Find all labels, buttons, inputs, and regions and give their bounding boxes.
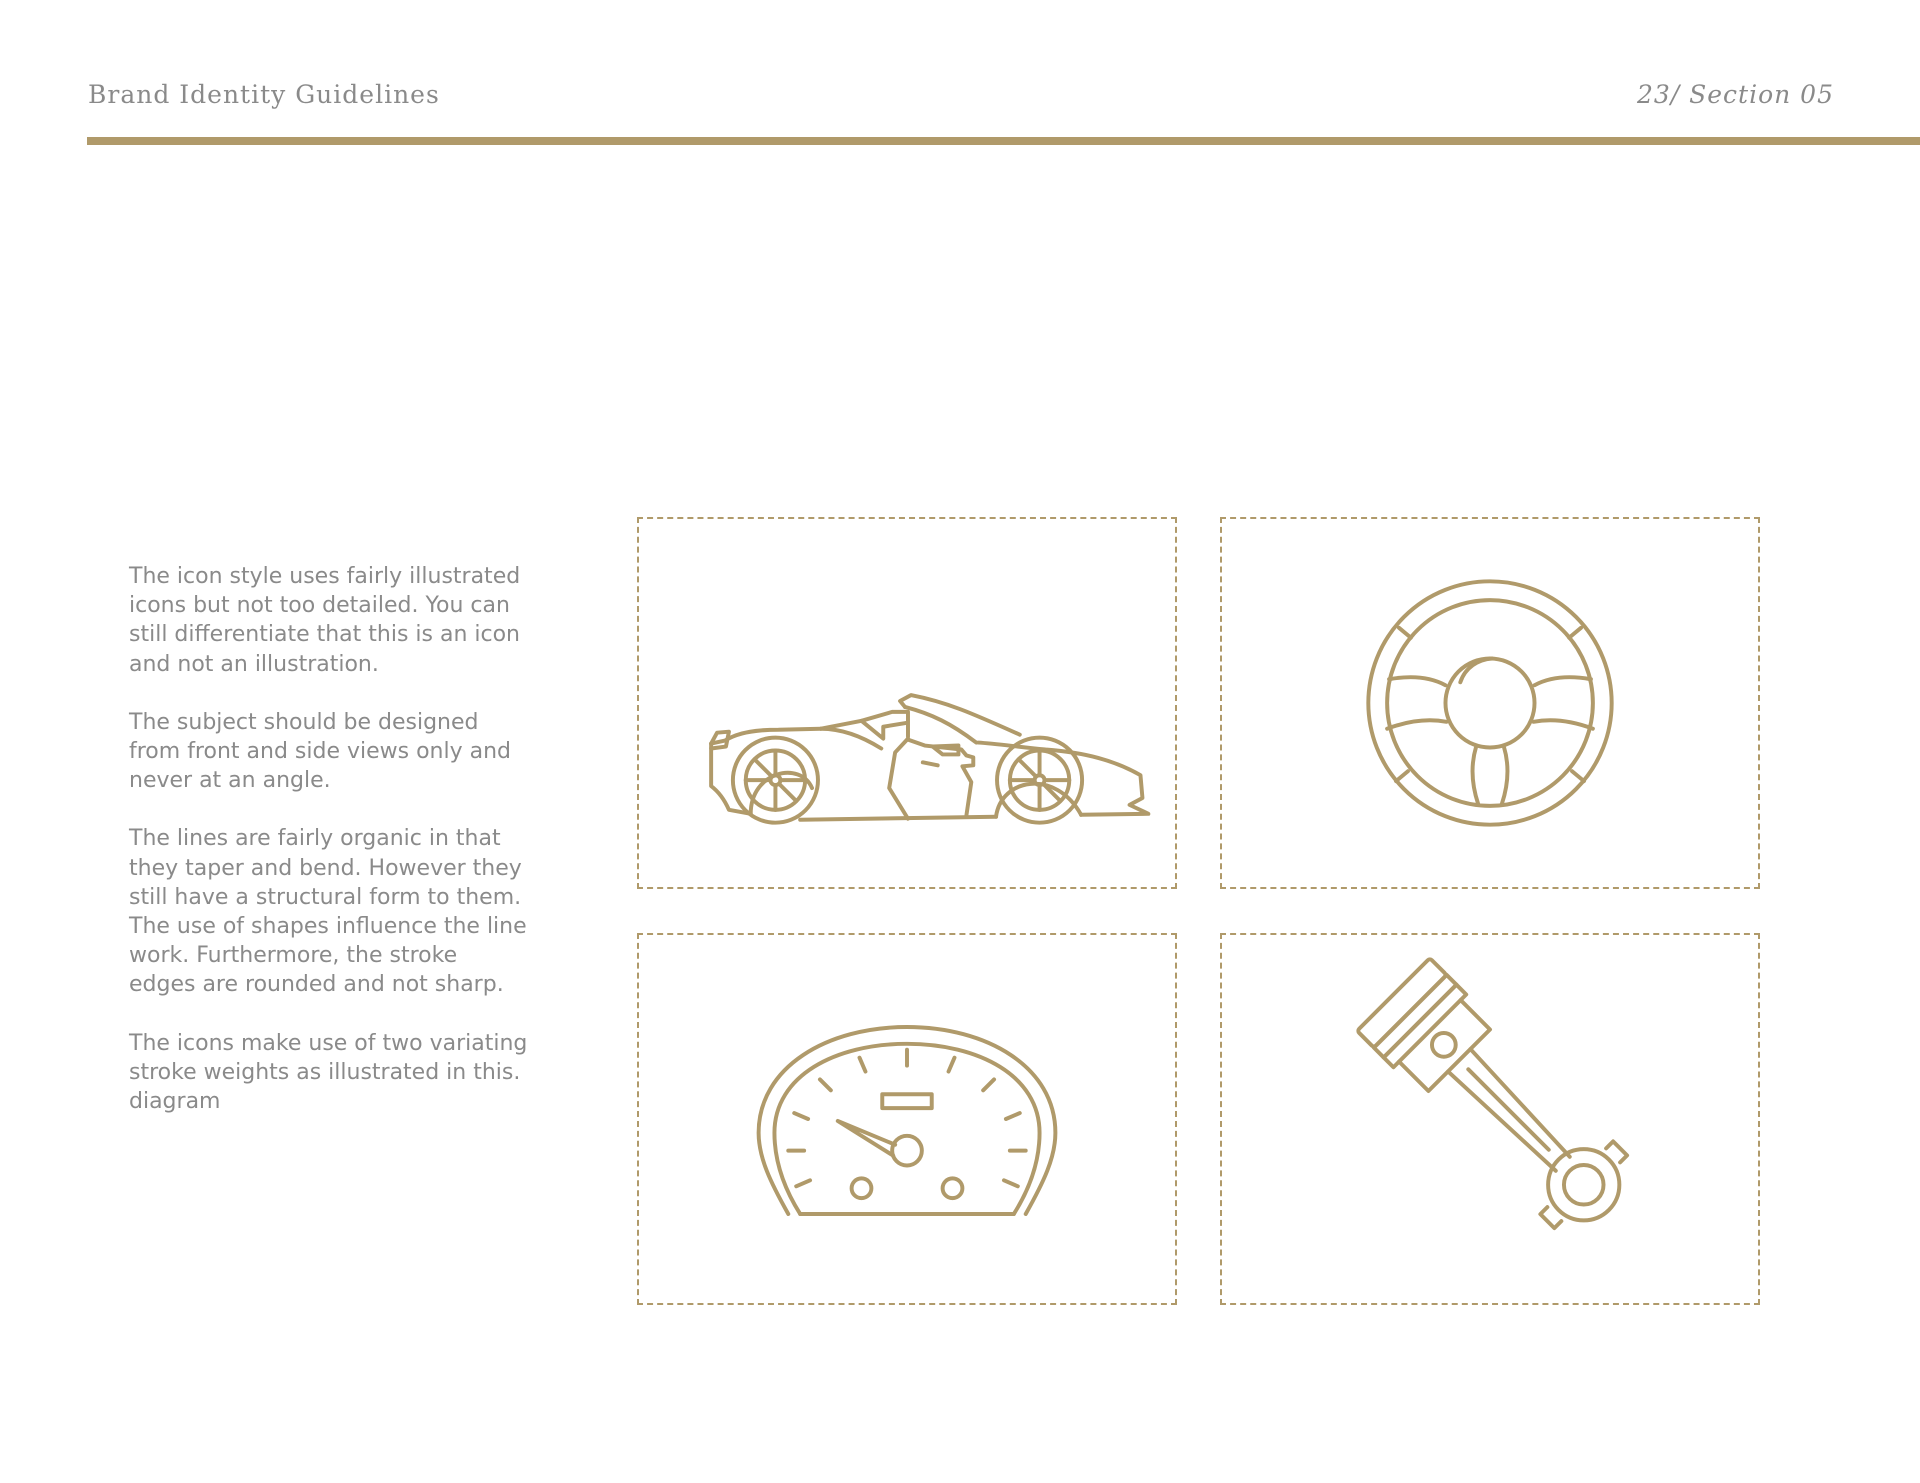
paragraph-icon-style: The icon style uses fairly illustrated icons but not too detailed. You can still differentiate that this is an icon and not an illustration. — [129, 564, 521, 677]
icon-tile-piston — [1220, 933, 1760, 1305]
page-section-label: 23/ Section 05 — [1636, 80, 1834, 109]
icon-tile-speedometer — [637, 933, 1177, 1305]
icon-tile-steering-wheel — [1220, 517, 1760, 889]
paragraph-subject-views: The subject should be designed from front and side views only and never at an angle. — [129, 709, 512, 794]
engine-piston-icon — [1222, 935, 1758, 1303]
steering-wheel-icon — [1222, 519, 1758, 887]
header-divider — [87, 137, 1920, 145]
convertible-car-icon — [639, 519, 1175, 887]
icon-tile-car — [637, 517, 1177, 889]
speedometer-icon — [639, 935, 1175, 1303]
icon-style-description — [129, 562, 529, 1145]
paragraph-line-work: The lines are fairly organic in that they taper and bend. However they still have a structural form to them. The use of shapes influence the line work. Furthermore, the stroke edges are rounded and not sharp. — [129, 826, 527, 998]
document-title: Brand Identity Guidelines — [88, 80, 440, 109]
paragraph-stroke-weights: The icons make use of two variating stroke weights as illustrated in this. diagram — [129, 1030, 528, 1115]
